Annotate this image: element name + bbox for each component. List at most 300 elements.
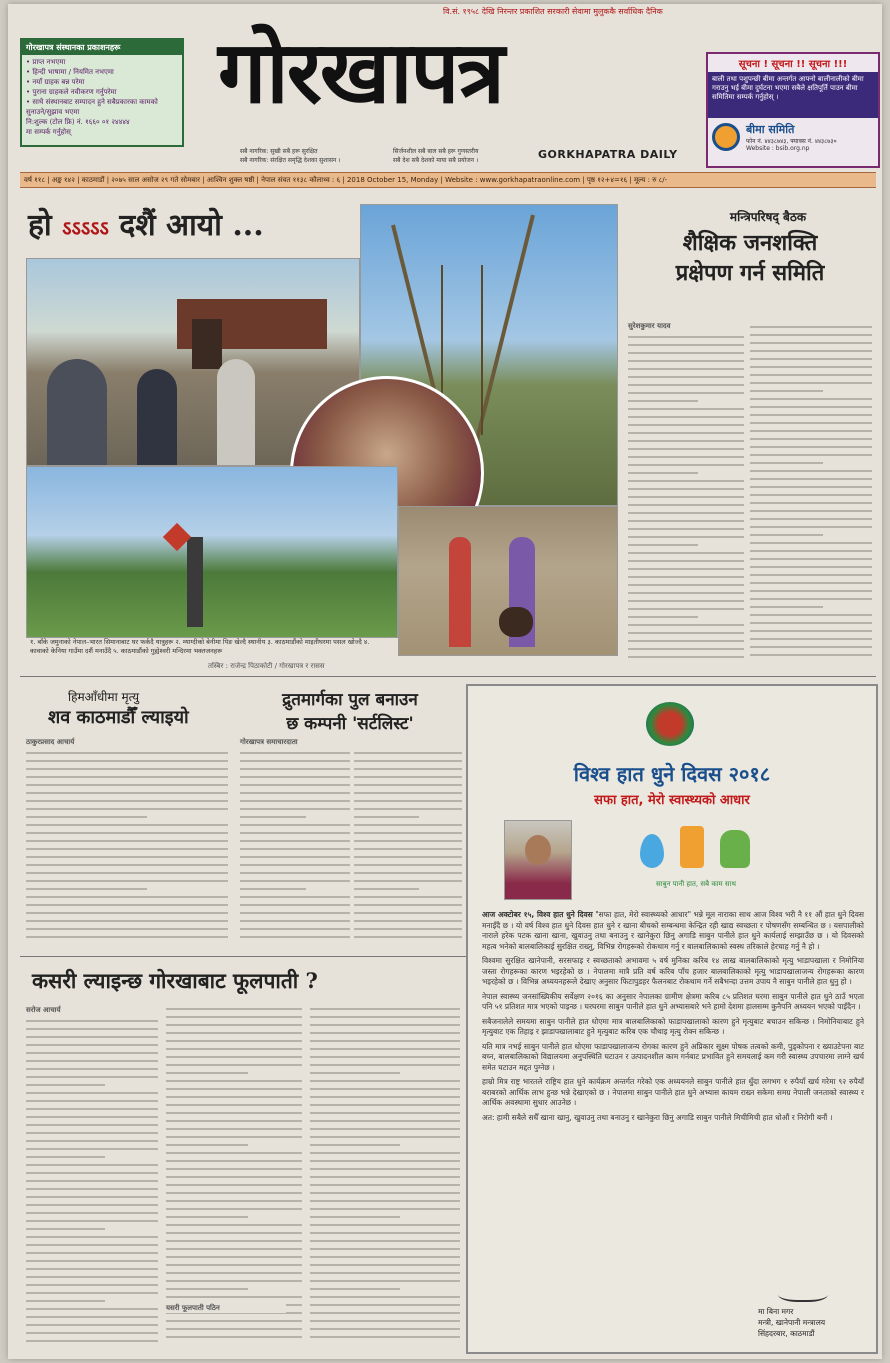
text-line	[750, 430, 872, 432]
text-line	[310, 1288, 400, 1290]
text-line	[26, 1092, 158, 1094]
himal-byline: ठाकुरप्रसाद आचार्य	[26, 738, 75, 746]
text-line	[26, 1156, 105, 1158]
text-line	[310, 1272, 460, 1274]
text-line	[26, 1060, 158, 1062]
text-line	[628, 616, 698, 618]
text-line	[628, 600, 744, 602]
text-line	[354, 872, 462, 874]
text-line	[26, 1100, 158, 1102]
text-line	[26, 1236, 158, 1238]
text-line	[26, 1284, 158, 1286]
text-line	[628, 400, 698, 402]
text-line	[628, 464, 744, 466]
text-line	[354, 768, 462, 770]
text-line	[240, 776, 350, 778]
publications-item: • प्राप्त नभएमा	[26, 58, 66, 66]
text-line	[750, 446, 872, 448]
text-line	[26, 912, 228, 914]
text-line	[310, 1136, 460, 1138]
text-line	[750, 518, 872, 520]
handwash-para-7: अत: हामी सबैले सधैँ खाना खानु, खुवाउनु तथा बनाउनु र खानेकुरा छिनु अगाडि साबुन पानीले मिचीमिची हात धोऔं र निरोगी बनौं ।	[482, 1112, 833, 1122]
text-line	[750, 606, 823, 608]
text-line	[240, 912, 350, 914]
text-line	[310, 1144, 400, 1146]
text-line	[26, 848, 228, 850]
text-line	[310, 1024, 460, 1026]
text-line	[354, 936, 462, 938]
text-line	[750, 326, 872, 328]
text-line	[354, 760, 462, 762]
text-line	[354, 912, 462, 914]
handwash-ad	[466, 684, 878, 1354]
text-line	[750, 574, 872, 576]
slogan-left: सबै नागरिक: सुखी सबै हरू सुरक्षित सबै नागरिक: संरक्षित समृद्धि देशका सुशासन ।	[240, 148, 341, 164]
text-line	[26, 760, 228, 762]
text-line	[354, 864, 462, 866]
text-line	[166, 1072, 248, 1074]
slogan-right: सिर्जनशील सबै बाल सबै हरू गुणस्तरीय सबै देश सबै देशको माया सबै प्रयोजन ।	[393, 148, 479, 164]
cabinet-byline: सुरेशकुमार यादव	[628, 322, 671, 330]
text-line	[26, 1052, 158, 1054]
text-line	[310, 1200, 460, 1202]
text-line	[310, 1224, 460, 1226]
text-line	[166, 1320, 302, 1322]
text-line	[240, 856, 350, 858]
text-line	[26, 936, 228, 938]
text-line	[310, 1128, 460, 1130]
text-line	[166, 1264, 302, 1266]
text-line	[750, 502, 872, 504]
text-line	[26, 1132, 158, 1134]
text-line	[26, 824, 228, 826]
text-line	[166, 1144, 248, 1146]
text-line	[26, 816, 147, 818]
text-line	[26, 792, 228, 794]
text-line	[26, 784, 228, 786]
text-line	[310, 1208, 460, 1210]
publications-item: नि:शुल्क (टोल फ्रि) नं. १६६० ०१ २४४४४	[26, 118, 130, 126]
publications-item: मा सम्पर्क गर्नुहोस्	[26, 128, 71, 136]
text-line	[354, 848, 462, 850]
text-line	[628, 368, 744, 370]
text-line	[26, 1108, 158, 1110]
text-line	[354, 792, 462, 794]
text-line	[628, 440, 744, 442]
text-line	[354, 816, 419, 818]
text-line	[166, 1224, 302, 1226]
text-line	[166, 1040, 302, 1042]
text-line	[628, 520, 744, 522]
text-line	[628, 584, 744, 586]
text-line	[310, 1248, 460, 1250]
text-line	[166, 1056, 302, 1058]
text-line	[750, 382, 872, 384]
handwash-lead: आज अक्टोबर १५, विश्व हात धुने दिवस	[482, 910, 593, 919]
fulpati-headline: कसरी ल्याइन्छ गोरखाबाट फूलपाती ?	[32, 968, 318, 993]
text-line	[240, 864, 350, 866]
text-line	[354, 800, 462, 802]
himal-headline: शव काठमाडौँ ल्याइयो	[48, 707, 189, 728]
text-line	[240, 816, 306, 818]
text-line	[166, 1160, 302, 1162]
text-line	[310, 1192, 460, 1194]
text-line	[750, 494, 872, 496]
text-line	[354, 920, 462, 922]
text-line	[310, 1032, 460, 1034]
text-line	[240, 792, 350, 794]
text-line	[26, 904, 228, 906]
handwash-para-6: हाम्रो मित्र राष्ट्र भारतले राष्ट्रिय हात धुने कार्यक्रम अन्तर्गत गरेको एक अध्ययनले साबुन पानीले हात धुँदा लगभग १ रुपैयाँ खर्च गरेमा ९२ रुपैयाँ बराबरको आर्थिक लाभ हुन्छ भन्ने देखाएको छ । नेपालमा साबुन पानीले हात धुने अभ्यास कायम राख्न सकेमा समग्र नेपाली जनताको स्वास्थ्य र आर्थिक अवस्थामा सुधार आउनेछ ।	[482, 1077, 864, 1107]
handwash-para-5: यति मात्र नभई साबुन पानीले हात धोएमा फाडापखालाजन्य रोगका कारण हुने अप्रिकार सूक्ष्म पोषक तत्वको कमी, पुड्कोपना र ख्याउटेपना बाट बच्न, बालबालिकाको विद्यालयमा अनुपस्थिति घटाउन र उत्पादनशील काम गर्नबाट प्रभावित हुने समयलाई कम गरी स्वास्थ्य उपचारमा लाग्ने खर्च समेत घटाउन मद्दत पुग्नेछ ।	[482, 1041, 864, 1072]
text-line	[26, 1140, 158, 1142]
text-line	[750, 478, 872, 480]
handwash-logo-text: साबुन पानी हात, सबै काम साथ	[656, 880, 736, 888]
text-line	[628, 552, 744, 554]
text-line	[26, 800, 228, 802]
text-line	[750, 398, 872, 400]
text-line	[26, 1316, 158, 1318]
text-line	[628, 360, 744, 362]
nepal-emblem-icon	[646, 702, 694, 746]
text-line	[750, 590, 872, 592]
text-line	[240, 840, 350, 842]
text-line	[628, 432, 744, 434]
text-line	[240, 752, 350, 754]
text-line	[166, 1200, 302, 1202]
text-line	[240, 872, 350, 874]
text-line	[750, 350, 872, 352]
text-line	[26, 1308, 158, 1310]
text-line	[750, 582, 872, 584]
expressway-byline: गोरखापत्र समाचारदाता	[240, 738, 298, 746]
handwash-title: विश्व हात धुने दिवस २०१८	[573, 762, 771, 786]
notice-body: बाली तथा पशुपन्छी बीमा अन्तर्गत आफ्नो बालीनालीको बीमा गराउनु भई बीमा दुर्घटना भएमा सबैले क्षतिपूर्ति पाउन बीमा समितिमा सम्पर्क गर्नुहोस् ।	[708, 72, 878, 118]
text-line	[310, 1184, 460, 1186]
publications-box	[20, 38, 184, 147]
text-line	[166, 1272, 302, 1274]
text-line	[240, 832, 350, 834]
text-line	[26, 1340, 158, 1342]
text-line	[628, 608, 744, 610]
text-line	[628, 456, 744, 458]
text-line	[26, 768, 228, 770]
text-line	[26, 1044, 158, 1046]
text-line	[166, 1152, 302, 1154]
text-line	[26, 1260, 158, 1262]
text-line	[26, 1180, 158, 1182]
notice-contact: फोन नं. ४४३८७४३, फ्याक्स नं. ४४३८७३०	[746, 138, 837, 145]
text-line	[240, 904, 350, 906]
text-line	[26, 1188, 158, 1190]
text-line	[354, 928, 462, 930]
text-line	[354, 752, 462, 754]
text-line	[26, 1324, 158, 1326]
text-line	[750, 654, 872, 656]
dateline-year: वर्ष ११८	[24, 176, 46, 184]
text-line	[354, 832, 462, 834]
dateline-city: काठमाडौं	[81, 176, 105, 184]
text-line	[240, 928, 350, 930]
text-line	[240, 760, 350, 762]
text-line	[354, 808, 462, 810]
text-line	[26, 1196, 158, 1198]
expressway-headline: द्रुतमार्गका पुल बनाउन छ कम्पनी 'सर्टलिस्ट'	[282, 690, 418, 734]
text-line	[26, 1124, 158, 1126]
text-line	[750, 558, 872, 560]
cabinet-body-col1	[628, 336, 744, 666]
text-line	[26, 808, 228, 810]
text-line	[354, 784, 462, 786]
text-line	[310, 1320, 460, 1322]
text-line	[628, 560, 744, 562]
text-line	[310, 1216, 400, 1218]
text-line	[750, 454, 872, 456]
text-line	[26, 1228, 105, 1230]
text-line	[240, 768, 350, 770]
text-line	[166, 1008, 302, 1010]
text-line	[628, 472, 698, 474]
dateline-nepal-sambat: नेपाल संवत ११३८ कौलाथ्व : ६	[261, 176, 341, 184]
text-line	[628, 384, 744, 386]
handwash-para-3: नेपाल स्वास्थ्य जनसांख्यिकीय सर्वेक्षण २०१६ का अनुसार नेपालका ग्रामीण क्षेत्रमा करिब ८५ प्रतिशत घरमा साबुन पानीले हात धुने ठाउँ भएता पनि ५१ प्रतिशत मात्र भएको पाइन्छ । घरघरमा साबुन पानीले हात धुने अभ्यासबारे भने हामो देशमा हालसम्म कुनैपनि अध्ययन भएको पाइँदैन ।	[482, 991, 864, 1011]
text-line	[628, 512, 744, 514]
text-line	[750, 342, 872, 344]
text-line	[628, 536, 744, 538]
text-line	[166, 1296, 302, 1298]
text-line	[26, 1300, 105, 1302]
text-line	[26, 1028, 158, 1030]
text-line	[310, 1016, 460, 1018]
text-line	[166, 1184, 302, 1186]
text-line	[310, 1280, 460, 1282]
text-line	[354, 776, 462, 778]
text-line	[26, 1292, 158, 1294]
handwash-para-4: सबैजनालेले समयमा साबुन पानीले हात धोएमा मात्र बालबालिकाको फाडापखालाको कारण हुने मृत्युबाट बचाउन सकिन्छ । निमोनियाबाट हुने मृत्युबाट एक तिहाइ र झाडापखालाबाट हुने मृत्युबाट करिब एक चौथाइ मृत्यु रोक्न सकिन्छ ।	[482, 1016, 864, 1036]
text-line	[750, 462, 823, 464]
text-line	[310, 1312, 460, 1314]
publications-item: • नयाँ ग्राहक बन्न परेमा	[26, 78, 85, 86]
text-line	[240, 808, 350, 810]
publications-item: • पुराना ग्राहकले नवीकरण गर्नुपरेमा	[26, 88, 117, 96]
text-line	[166, 1336, 302, 1338]
minister-photo	[504, 820, 572, 900]
text-line	[166, 1288, 248, 1290]
text-line	[310, 1088, 460, 1090]
text-line	[310, 1232, 460, 1234]
text-line	[628, 648, 744, 650]
text-line	[310, 1056, 460, 1058]
text-line	[166, 1088, 302, 1090]
dateline-price: मूल्य : रु ८/-	[633, 176, 668, 184]
dashain-headline: हो ऽऽऽऽऽ दशैं आयो ...	[28, 208, 264, 243]
text-line	[166, 1136, 302, 1138]
text-line	[26, 752, 228, 754]
text-line	[750, 406, 872, 408]
notice-web: Website : bsib.org.np	[746, 145, 810, 152]
publications-item: • साथै संस्थानबाट सम्पादन हुने सबैप्रकारका कामको सुनाउने/सुझाव भएमा	[26, 98, 158, 116]
text-line	[26, 1276, 158, 1278]
text-line	[240, 920, 350, 922]
text-line	[166, 1032, 302, 1034]
text-line	[628, 544, 698, 546]
text-line	[26, 1084, 105, 1086]
text-line	[750, 638, 872, 640]
text-line	[310, 1152, 460, 1154]
text-line	[750, 526, 872, 528]
dateline-pages: पृष्ठ १२+४=१६	[586, 176, 628, 184]
text-line	[628, 632, 744, 634]
text-line	[628, 568, 744, 570]
fulpati-body-col1	[26, 1020, 158, 1350]
text-line	[628, 480, 744, 482]
signatory-name: मा बिना मगर	[758, 1307, 794, 1316]
text-line	[750, 598, 872, 600]
text-line	[310, 1160, 460, 1162]
text-line	[26, 840, 228, 842]
text-line	[26, 1252, 158, 1254]
text-line	[310, 1112, 460, 1114]
text-line	[628, 640, 744, 642]
text-line	[310, 1264, 460, 1266]
text-line	[628, 504, 744, 506]
text-line	[310, 1176, 460, 1178]
dateline-bar: वर्ष ११८ | अङ्क १४२ | काठमाडौं | २०७५ साल असोज २९ गते सोमबार | आश्विन शुक्ल षष्ठी | नेपाल संवत ११३८ कौलाथ्व : ६ | 2018 October 15, Monday | Website : www.gorkhapatraonline.com | पृष्ठ १२+४=१६ | मूल्य : रु ८/-	[20, 172, 876, 188]
publications-box-title: गोरखापत्र संस्थानका प्रकाशनहरू	[22, 40, 182, 55]
text-line	[26, 1332, 158, 1334]
dateline-issue: अङ्क १४२	[51, 176, 75, 184]
himal-body	[26, 752, 228, 948]
text-line	[310, 1240, 460, 1242]
text-line	[750, 614, 872, 616]
cabinet-body-col2	[750, 326, 872, 666]
text-line	[354, 904, 462, 906]
expressway-body-col1	[240, 752, 350, 948]
text-line	[310, 1080, 460, 1082]
text-line	[166, 1096, 302, 1098]
section-divider	[20, 676, 876, 677]
text-line	[310, 1072, 400, 1074]
notice-box	[706, 52, 880, 168]
text-line	[26, 888, 147, 890]
masthead-title: गोरखापत्र	[218, 22, 503, 123]
text-line	[628, 624, 744, 626]
cabinet-headline: शैक्षिक जनशक्ति प्रक्षेपण गर्न समिति	[675, 230, 825, 286]
text-line	[26, 920, 228, 922]
text-line	[750, 646, 872, 648]
text-line	[26, 1148, 158, 1150]
text-line	[750, 630, 872, 632]
handwash-para-2: विश्वमा सुरक्षित खानेपानी, सरसफाइ र स्वच्छताको अभावमा ५ वर्ष मुनिका करिब १४ लाख बालबालिकाको मृत्यु भाडापखाला र निमोनिया जस्ता रोगहरूका कारण भइरहेको छ । नेपालमा मात्रै प्रति वर्ष करिब पाँच हजार बालबालिकाको मृत्यु भाडापखालाजन्य रोगहरूका कारण भइरहेको छ । विभिन्न अध्ययनहरूले देखाए अनुसार फिटापुडहर फैलनबाट रोकथाम गर्ने सबैभन्दा उत्तम उपाय नै साबुन पानीले हात धुनु हो ।	[482, 956, 864, 986]
text-line	[166, 1192, 302, 1194]
text-line	[26, 864, 228, 866]
text-line	[26, 880, 228, 882]
dateline-ad-date: 2018 October 15, Monday	[346, 176, 439, 184]
text-line	[310, 1296, 460, 1298]
text-line	[240, 896, 350, 898]
text-line	[310, 1048, 460, 1050]
text-line	[26, 1220, 158, 1222]
text-line	[310, 1008, 460, 1010]
photo-dog	[398, 506, 618, 656]
text-line	[628, 336, 744, 338]
text-line	[166, 1256, 302, 1258]
fulpati-body-col2	[166, 1008, 302, 1350]
text-line	[166, 1120, 302, 1122]
text-line	[628, 576, 744, 578]
text-line	[354, 896, 462, 898]
text-line	[750, 438, 872, 440]
notice-org: बीमा समिति	[746, 123, 795, 136]
text-line	[628, 344, 744, 346]
text-line	[628, 592, 744, 594]
top-strip: वि.सं. १९५८ देखि निरन्तर प्रकाशित सरकारी सेवामा मुलुककै सर्वाधिक दैनिक	[443, 7, 663, 16]
text-line	[750, 390, 823, 392]
text-line	[310, 1104, 460, 1106]
dateline-website: Website : www.gorkhapatraonline.com	[445, 176, 581, 184]
section-divider-2	[20, 956, 466, 957]
handwash-para-1: "सफा हात, मेरो स्वास्थ्यको आधार" भन्ने मूल नाराका साथ आज विश्व भरी नै ११ औं हात धुने दिवस मनाइँदै छ । यो वर्ष विश्व हात धुने दिवस हात धुने र खाना बीचको सम्बन्धमा केन्द्रित रही खाद्य स्वच्छता र पोषणसँग सम्बन्धित छ । यसपालीको नाराले हरेक पटक खाना खाना, खुवाउनु तथा बनाउनु र खानेकुरा छिनु अगाडि साबुन पानीले हात धुने कार्यलाई सम्झाउँछ छ । यो दिवसको महत्व भनेको बालबालिकाई सुरक्षित राख्नु, विभिन्न रोगहरूको रोकथाम गर्नु र बालबालिकाको स्वस्थ तरिकाले हेरचाह गर्नु नै हो ।	[482, 910, 864, 951]
signature-mark	[778, 1284, 828, 1302]
text-line	[750, 622, 872, 624]
text-line	[310, 1256, 460, 1258]
text-line	[628, 424, 744, 426]
text-line	[26, 1268, 158, 1270]
fulpati-byline: सरोज आचार्य	[26, 1006, 61, 1014]
text-line	[166, 1216, 248, 1218]
text-line	[166, 1168, 302, 1170]
dashain-credit: तस्बिर : राजेन्द्र पिठाकोटी / गोरखापत्र र रासस	[208, 662, 325, 670]
text-line	[166, 1328, 302, 1330]
text-line	[310, 1040, 460, 1042]
fulpati-subhead: यसरी फूलपाती पठिन	[166, 1304, 286, 1313]
text-line	[750, 550, 872, 552]
text-line	[240, 848, 350, 850]
text-line	[750, 422, 872, 424]
text-line	[26, 872, 228, 874]
handwash-signatory	[758, 1306, 868, 1339]
handwash-body	[482, 910, 864, 1280]
text-line	[26, 1068, 158, 1070]
text-line	[166, 1280, 302, 1282]
expressway-body-col2	[354, 752, 462, 948]
text-line	[240, 880, 350, 882]
text-line	[750, 414, 872, 416]
text-line	[166, 1104, 302, 1106]
text-line	[310, 1064, 460, 1066]
notice-title: सूचना ! सूचना !! सूचना !!!	[738, 59, 848, 70]
text-line	[750, 510, 872, 512]
text-line	[240, 888, 306, 890]
text-line	[750, 374, 872, 376]
text-line	[26, 896, 228, 898]
text-line	[26, 1076, 158, 1078]
text-line	[166, 1064, 302, 1066]
text-line	[750, 566, 872, 568]
text-line	[310, 1120, 460, 1122]
text-line	[354, 856, 462, 858]
cabinet-kicker: मन्त्रिपरिषद् बैठक	[729, 210, 807, 224]
text-line	[166, 1024, 302, 1026]
dateline-tithi: आश्विन शुक्ल षष्ठी	[206, 176, 255, 184]
text-line	[240, 800, 350, 802]
text-line	[240, 784, 350, 786]
dashain-caption: १. बाँके जमुनाको नेपाल–भारत सिमानाबाट घर फर्कदै यात्रुहरू २. म्याग्दीको बेनीमा पिङ खेल्दै स्थानीय ३. काठमाडौंको माइतीघरमा पसल खोज्दै ४. कावाको केनिया गाउँमा दशैं मनाउँदै ५. काठमाडौंको गुह्येश्वरी मन्दिरमा भक्तजनहरू	[30, 638, 370, 655]
text-line	[166, 1080, 302, 1082]
text-line	[628, 416, 744, 418]
handwash-subtitle: सफा हात, मेरो स्वास्थ्यको आधार	[594, 793, 750, 808]
text-line	[628, 392, 744, 394]
